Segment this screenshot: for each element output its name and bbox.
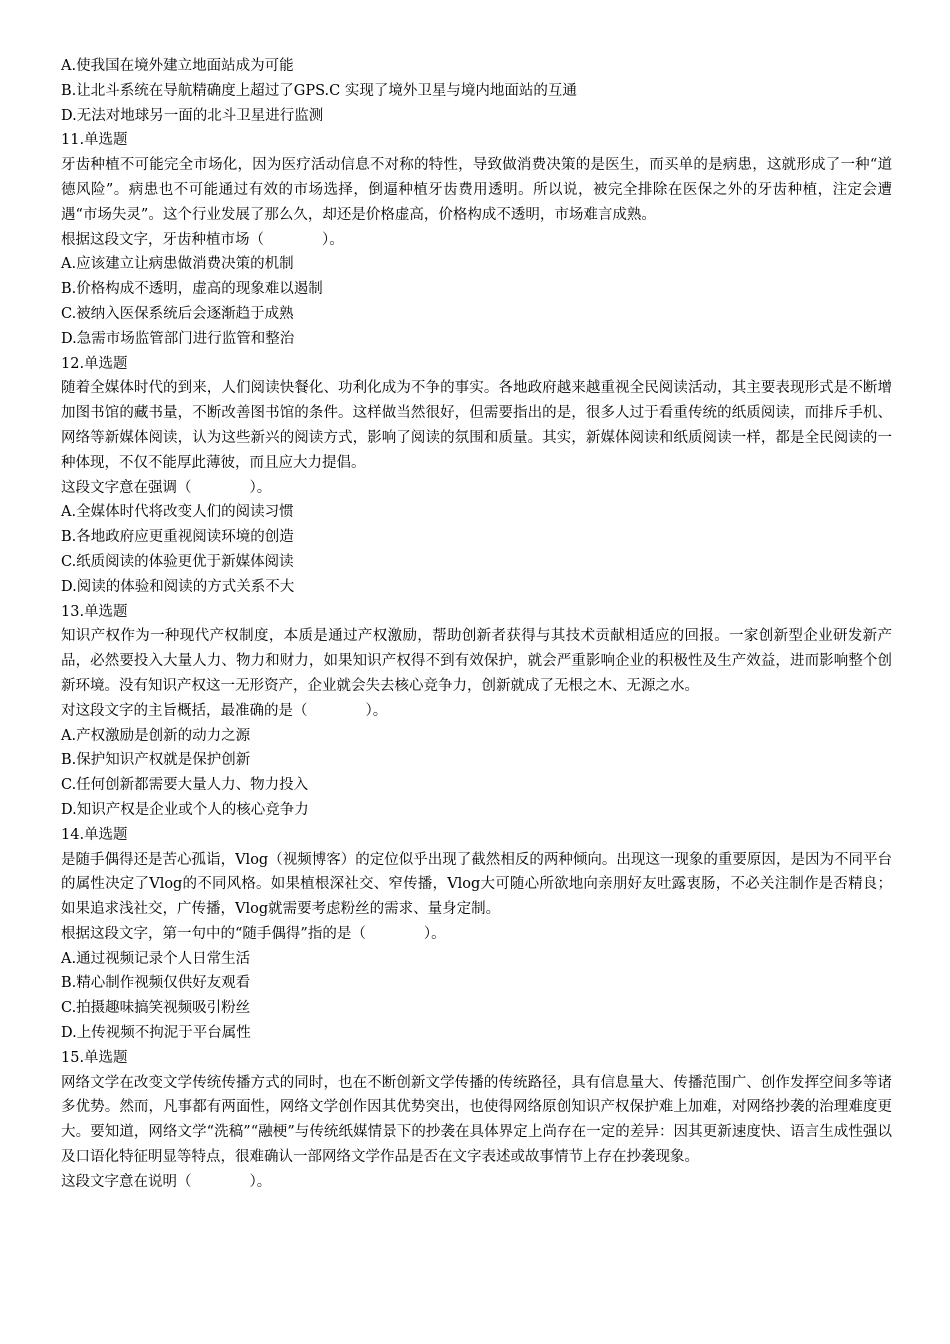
question-header: 13.单选题 xyxy=(61,603,128,620)
question-passage: 网络文学在改变文学传统传播方式的同时，也在不断创新文学传播的传统路径，具有信息量大、传播范围广、创作发挥空间多等诸多优势。然而，凡事都有两面性，网络文学创作因其优势突出，也使得网络原创知识产权保护难上加难，对网络抄袭的治理难度更大。要知道，网络文学“洗稿”“融梗”与传统纸媒情景下的抄袭在具体界定上尚存在一定的差异：因其更新速度快、语言生成性强以及口语化特征明显等特点，很难确认一部网络文学作品是否在文字表述或故事情节上存在抄袭现象。 xyxy=(61,1074,892,1166)
question-passage: 知识产权作为一种现代产权制度，本质是通过产权激励，帮助创新者获得与其技术贡献相适应的回报。一家创新型企业研发新产品，必然要投入大量人力、物力和财力，如果知识产权得不到有效保护，就会严重影响企业的积极性及生产效益，进而影响整个创新环境。没有知识产权这一无形资产，企业就会失去核心竞争力，创新就成了无根之木、无源之水。 xyxy=(61,628,892,694)
option-d: D.上传视频不拘泥于平台属性 xyxy=(61,1025,251,1042)
question-passage: 牙齿种植不可能完全市场化，因为医疗活动信息不对称的特性，导致做消费决策的是医生，而买单的是病患，这就形成了一种“道德风险”。病患也不可能通过有效的市场选择，倒逼种植牙齿费用透明。所以说，被完全排除在医保之外的牙齿种植，注定会遭遇“市场失灵”。这个行业发展了那么久，却还是价格虚高，价格构成不透明，市场难言成熟。 xyxy=(61,157,892,223)
question-stem: 根据这段文字，第一句中的“随手偶得”指的是（ ）。 xyxy=(61,925,446,942)
option-c: C.拍摄趣味搞笑视频吸引粉丝 xyxy=(61,1000,251,1017)
option-a: A.通过视频记录个人日常生活 xyxy=(61,950,251,967)
option-b: B.价格构成不透明，虚高的现象难以遏制 xyxy=(61,281,323,298)
option-c: C.纸质阅读的体验更优于新媒体阅读 xyxy=(61,553,294,570)
question-11 xyxy=(61,128,892,351)
previous-question-options xyxy=(61,54,892,128)
option-b-c: B.让北斗系统在导航精确度上超过了GPS.C 实现了境外卫星与境内地面站的互通 xyxy=(61,82,577,99)
question-header: 11.单选题 xyxy=(61,132,128,149)
question-header: 12.单选题 xyxy=(61,355,128,372)
option-d: D.急需市场监管部门进行监管和整治 xyxy=(61,330,295,347)
question-stem: 根据这段文字，牙齿种植市场（ ）。 xyxy=(61,231,344,248)
option-d: D.阅读的体验和阅读的方式关系不大 xyxy=(61,578,295,595)
option-b: B.各地政府应更重视阅读环境的创造 xyxy=(61,529,294,546)
option-a: A.使我国在境外建立地面站成为可能 xyxy=(61,58,294,74)
question-passage: 随着全媒体时代的到来，人们阅读快餐化、功利化成为不争的事实。各地政府越来越重视全民阅读活动，其主要表现形式是不断增加图书馆的藏书量，不断改善图书馆的条件。这样做当然很好，但需要指出的是，很多人过于看重传统的纸质阅读，而排斥手机、网络等新媒体阅读，认为这些新兴的阅读方式，影响了阅读的氛围和质量。其实，新媒体阅读和纸质阅读一样，都是全民阅读的一种体现，不仅不能厚此薄彼，而且应大力提倡。 xyxy=(61,380,892,471)
question-stem: 这段文字意在说明（ ）。 xyxy=(61,1173,272,1190)
question-13 xyxy=(61,600,892,823)
option-a: A.应该建立让病患做消费决策的机制 xyxy=(61,256,294,273)
question-stem: 这段文字意在强调（ ）。 xyxy=(61,479,272,496)
option-b: B.精心制作视频仅供好友观看 xyxy=(61,975,251,992)
question-header: 14.单选题 xyxy=(61,826,128,843)
question-stem: 对这段文字的主旨概括，最准确的是（ ）。 xyxy=(61,702,388,719)
question-header: 15.单选题 xyxy=(61,1049,128,1066)
question-12 xyxy=(61,352,892,600)
option-c: C.任何创新都需要大量人力、物力投入 xyxy=(61,777,309,794)
question-15 xyxy=(61,1046,892,1195)
option-d: D.知识产权是企业或个人的核心竞争力 xyxy=(61,801,309,818)
option-b: B.保护知识产权就是保护创新 xyxy=(61,752,251,769)
option-a: A.全媒体时代将改变人们的阅读习惯 xyxy=(61,504,294,521)
question-14 xyxy=(61,823,892,1046)
option-a: A.产权激励是创新的动力之源 xyxy=(61,727,251,744)
option-d: D.无法对地球另一面的北斗卫星进行监测 xyxy=(61,107,324,124)
option-c: C.被纳入医保系统后会逐渐趋于成熟 xyxy=(61,305,294,322)
question-passage: 是随手偶得还是苦心孤诣，Vlog（视频博客）的定位似乎出现了截然相反的两种倾向。出现这一现象的重要原因，是因为不同平台的属性决定了Vlog的不同风格。如果植根深社交、窄传播，Vlog大可随心所欲地向亲朋好友吐露衷肠，不必关注制作是否精良；如果追求浅社交，广传播，Vlog就需要考虑粉丝的需求、量身定制。 xyxy=(61,851,892,918)
